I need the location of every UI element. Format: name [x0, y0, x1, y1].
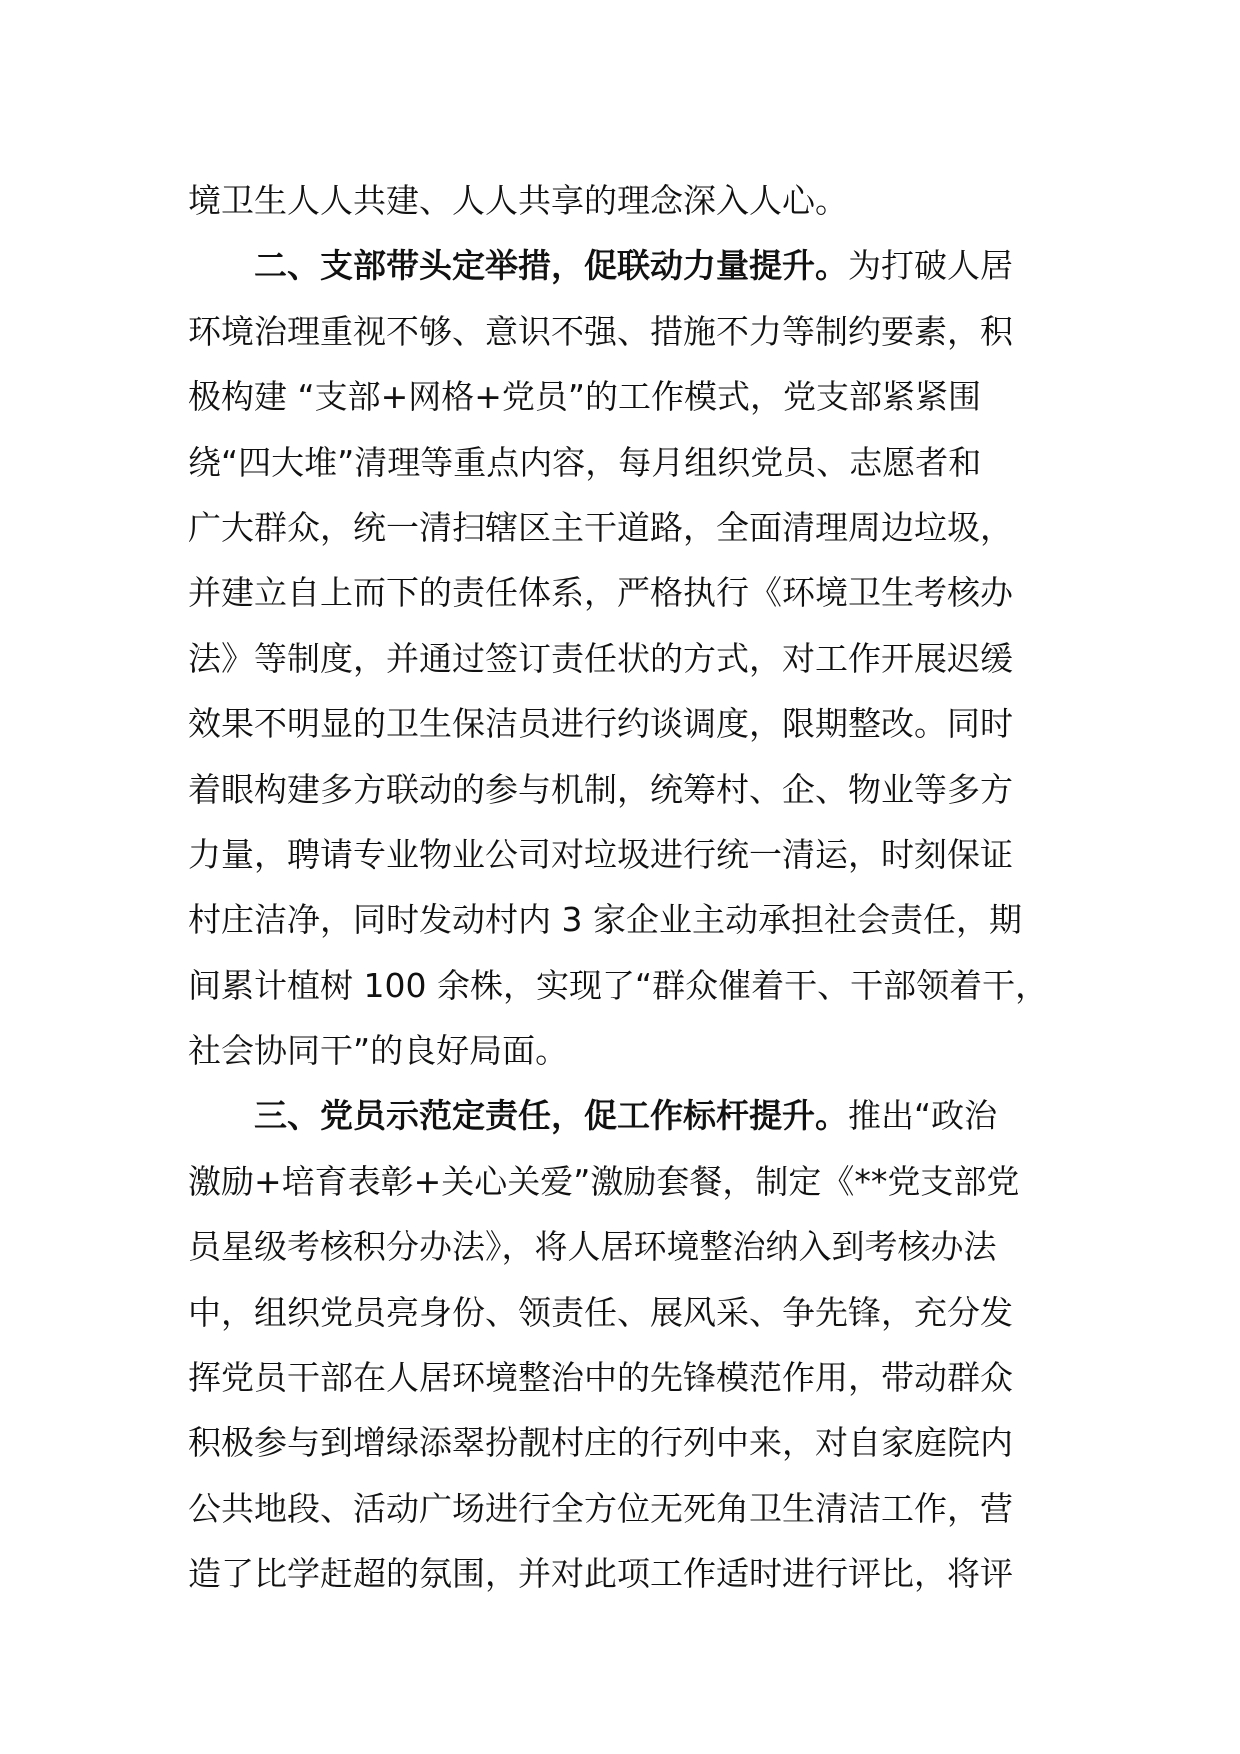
paragraph-section-three [188, 1083, 1068, 1606]
text-line: 并建立自上而下的责任体系，严格执行《环境卫生考核办 [188, 573, 1013, 613]
section-heading: 二、支部带头定举措，促联动力量提升。 [254, 246, 848, 286]
text-line: 极构建 “支部+网格+党员”的工作模式，党支部紧紧围 [188, 377, 981, 417]
text-line: 村庄洁净，同时发动村内 3 家企业主动承担社会责任，期 [188, 900, 1022, 940]
paragraph-section-two [188, 233, 1068, 1083]
text-line: 挥党员干部在人居环境整治中的先锋模范作用，带动群众 [188, 1358, 1013, 1398]
text-line: 效果不明显的卫生保洁员进行约谈调度，限期整改。同时 [188, 704, 1013, 744]
text-line: 境卫生人人共建、人人共享的理念深入人心。 [188, 181, 848, 220]
heading-trailing-text: 为打破人居 [848, 246, 1013, 286]
text-line: 法》等制度，并通过签订责任状的方式，对工作开展迟缓 [188, 638, 1013, 678]
text-line: 员星级考核积分办法》，将人居环境整治纳入到考核办法 [188, 1227, 997, 1267]
text-line: 绕“四大堆”清理等重点内容，每月组织党员、志愿者和 [188, 442, 982, 482]
heading-trailing-text: 推出“政治 [848, 1096, 998, 1136]
text-line [188, 233, 1068, 298]
text-line: 社会协同干”的良好局面。 [188, 1031, 569, 1071]
text-line: 间累计植树 100 余株，实现了“群众催着干、干部领着干， [188, 965, 1049, 1005]
text-line: 力量，聘请专业物业公司对垃圾进行统一清运，时刻保证 [188, 834, 1013, 874]
text-line: 积极参与到增绿添翠扮靓村庄的行列中来，对自家庭院内 [188, 1423, 1013, 1463]
document-body [188, 168, 1068, 1607]
text-line: 公共地段、活动广场进行全方位无死角卫生清洁工作，营 [188, 1488, 1013, 1528]
text-line: 着眼构建多方联动的参与机制，统筹村、企、物业等多方 [188, 769, 1013, 809]
text-line: 造了比学赶超的氛围，并对此项工作适时进行评比，将评 [188, 1554, 1013, 1594]
text-line: 广大群众，统一清扫辖区主干道路，全面清理周边垃圾， [188, 507, 1013, 547]
section-heading: 三、党员示范定责任，促工作标杆提升。 [254, 1096, 848, 1136]
paragraph-continuation [188, 168, 1068, 233]
text-line [188, 1083, 1068, 1148]
text-line: 环境治理重视不够、意识不强、措施不力等制约要素，积 [188, 311, 1013, 351]
text-line: 中，组织党员亮身份、领责任、展风采、争先锋，充分发 [188, 1292, 1013, 1332]
text-line: 激励+培育表彰+关心关爱”激励套餐，制定《**党支部党 [188, 1161, 1020, 1201]
